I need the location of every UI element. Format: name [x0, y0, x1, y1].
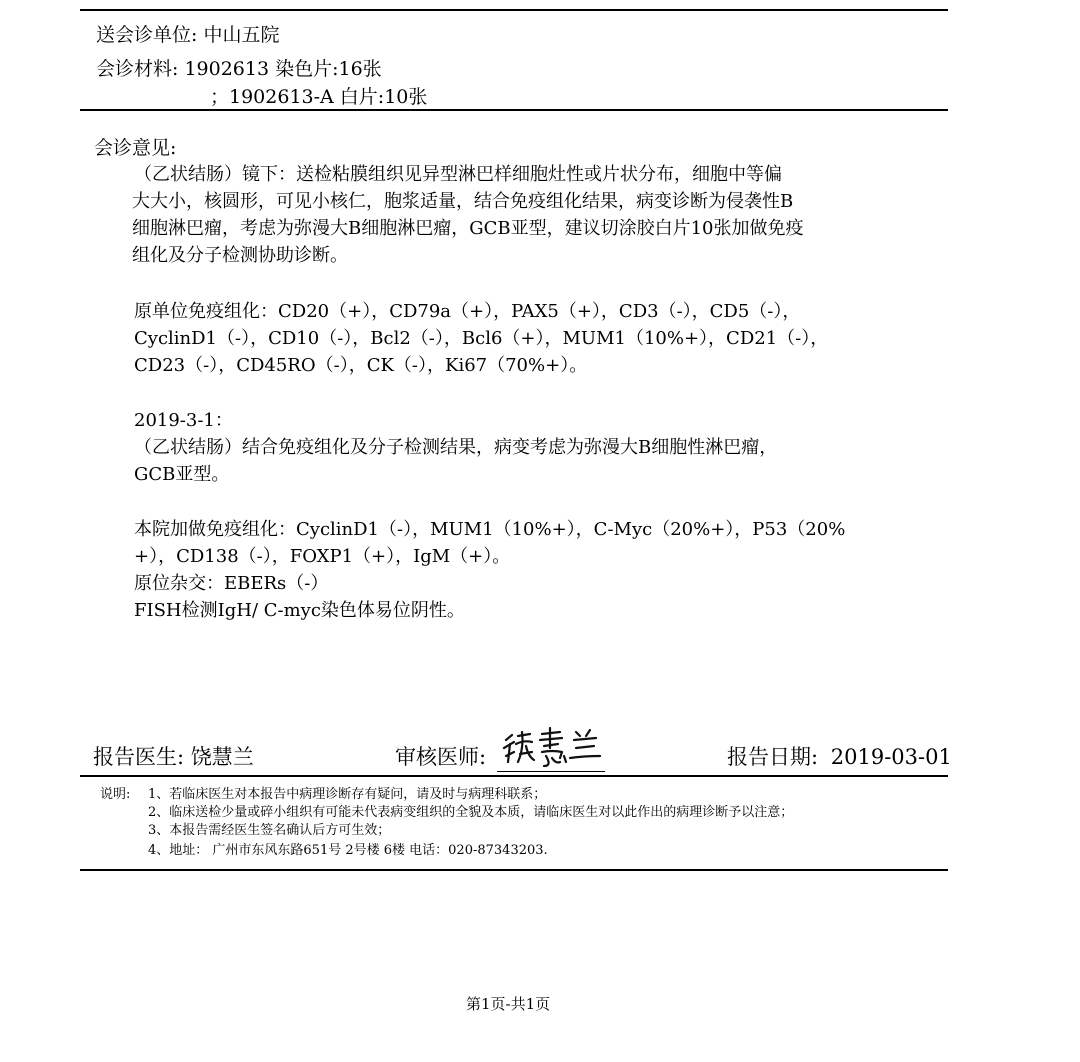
report-doctor-name: 饶慧兰 [190, 745, 254, 769]
consult-material-row [96, 54, 382, 81]
notes-item: 2、临床送检少量或碎小组织有可能未代表病变组织的全貌及本质，请临床医生对以此作出的病理诊断予以注意； [148, 805, 794, 820]
opinion-date: 2019-3-1： [134, 410, 233, 431]
consult-material-line2: ；1902613-A 白片:10张 [210, 86, 428, 108]
opinion-title: 会诊意见: [94, 137, 177, 159]
signature-rule [80, 775, 948, 777]
opinion-para-additional-ihc [134, 516, 934, 624]
signature-underline [497, 771, 605, 772]
report-date [727, 741, 952, 771]
para4-line: 原位杂交：EBERs（-） [134, 573, 329, 594]
para1-line: 组化及分子检测协助诊断。 [132, 245, 348, 266]
opinion-para-original-ihc [134, 298, 934, 379]
notes-item: 4、地址： 广州市东风东路651号 2号楼 6楼 电话：020-87343203. [148, 843, 548, 858]
para4-line: 本院加做免疫组化：CyclinD1（-），MUM1（10%+），C-Myc（20%+），P53（20% [134, 519, 846, 540]
opinion-para-conclusion [134, 434, 934, 488]
report-doctor [93, 741, 254, 771]
consult-material-line1: 1902613 染色片:16张 [184, 58, 382, 80]
opinion-para-microscopy [134, 161, 934, 269]
consult-unit-row [96, 20, 279, 47]
consult-material-label: 会诊材料: [96, 58, 179, 80]
consult-unit-value: 中山五院 [203, 24, 280, 46]
para1-line: （乙状结肠）镜下：送检粘膜组织见异型淋巴样细胞灶性或片状分布，细胞中等偏 [134, 164, 782, 185]
handwritten-signature [500, 726, 604, 770]
report-date-value: 2019-03-01 [830, 745, 952, 769]
para4-line: +），CD138（-），FOXP1（+），IgM（+）。 [134, 546, 511, 567]
page-number: 第1页-共1页 [466, 995, 551, 1013]
para1-line: 细胞淋巴瘤，考虑为弥漫大B细胞淋巴瘤，GCB亚型，建议切涂胶白片10张加做免疫 [132, 218, 804, 239]
para4-line: FISH检测IgH/ C-myc染色体易位阴性。 [134, 600, 465, 621]
consult-unit-label: 送会诊单位: [96, 24, 198, 46]
para3-line: （乙状结肠）结合免疫组化及分子检测结果，病变考虑为弥漫大B细胞性淋巴瘤， [134, 437, 778, 458]
report-doctor-label: 报告医生: [93, 745, 185, 769]
notes-label: 说明: [100, 787, 131, 802]
top-rule [80, 9, 948, 11]
para2-line: CyclinD1（-），CD10（-），Bcl2（-），Bcl6（+），MUM1（10%+），CD21（-）， [134, 328, 829, 349]
para1-line: 大大小，核圆形，可见小核仁，胞浆适量，结合免疫组化结果，病变诊断为侵袭性B [132, 191, 794, 212]
para2-line: 原单位免疫组化：CD20（+），CD79a（+），PAX5（+），CD3（-），CD5（-）， [134, 301, 801, 322]
para2-line: CD23（-），CD45RO（-），CK（-），Ki67（70%+）。 [134, 355, 588, 376]
reviewer-label: 审核医师: [395, 745, 487, 769]
notes-item: 3、本报告需经医生签名确认后方可生效； [148, 823, 391, 838]
para3-line: GCB亚型。 [134, 464, 230, 485]
notes-item: 1、若临床医生对本报告中病理诊断存有疑问，请及时与病理科联系； [148, 787, 547, 802]
signature-icon [500, 726, 604, 770]
header-rule [80, 109, 948, 111]
notes-rule [80, 869, 948, 871]
report-date-label: 报告日期: [727, 745, 819, 769]
